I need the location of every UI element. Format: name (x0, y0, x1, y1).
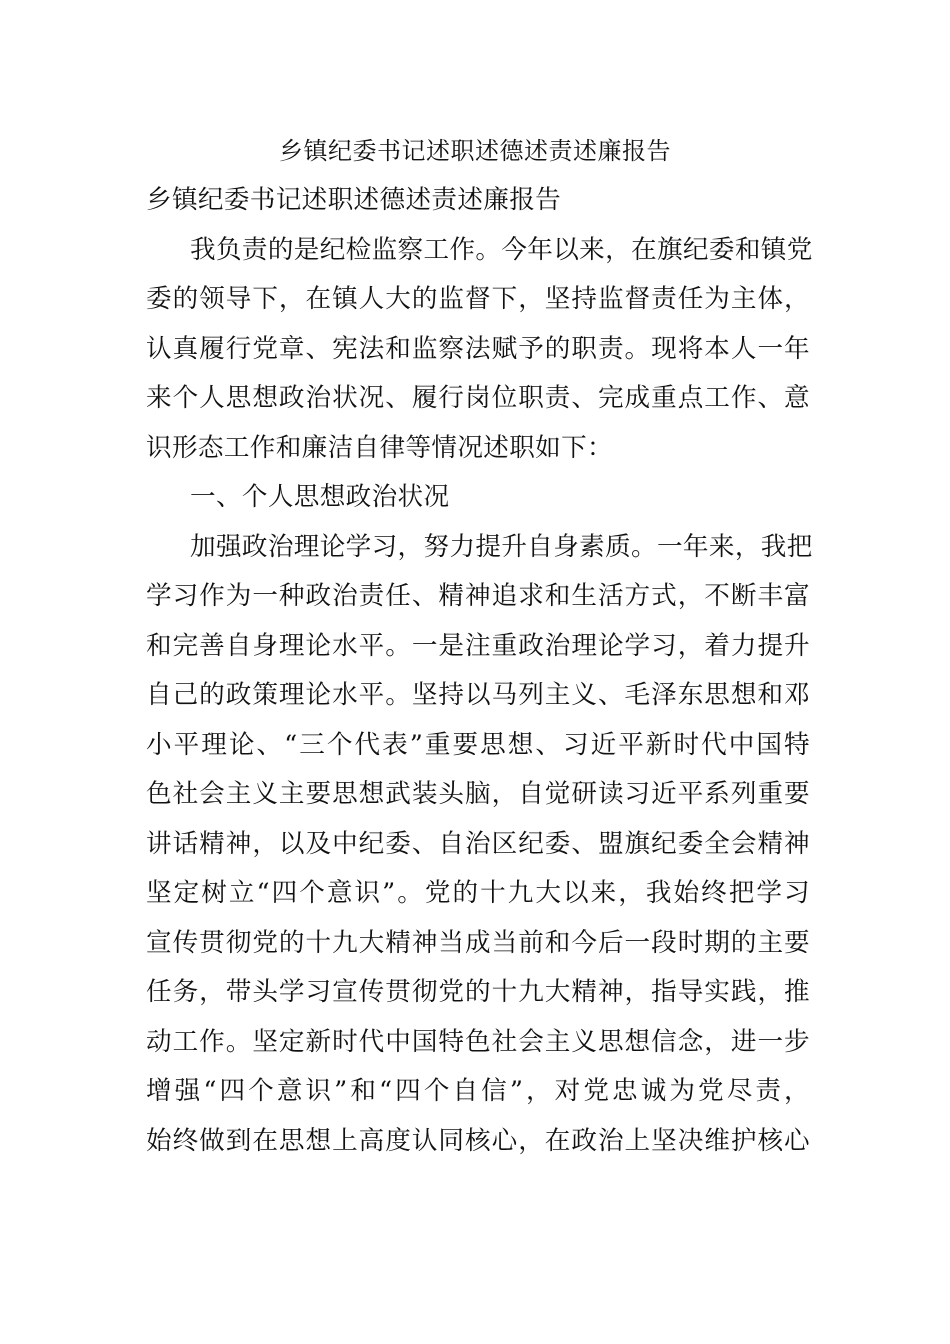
paragraph-line: 我负责的是纪检监察工作。今年以来，在旗纪委和镇党 (190, 234, 813, 265)
paragraph-line: 增强“四个意识”和“四个自信”，对党忠诚为党尽责， (146, 1076, 810, 1106)
paragraph-line: 自己的政策理论水平。坚持以马列主义、毛泽东思想和邓 (146, 680, 810, 710)
paragraph-line: 识形态工作和廉洁自律等情况述职如下： (146, 432, 613, 463)
subtitle-line: 乡镇纪委书记述职述德述责述廉报告 (146, 185, 562, 215)
paragraph-line: 加强政治理论学习，努力提升自身素质。一年来，我把 (190, 531, 813, 562)
paragraph-line: 委的领导下，在镇人大的监督下，坚持监督责任为主体， (146, 284, 810, 314)
document-title: 乡镇纪委书记述职述德述责述廉报告 (279, 137, 671, 165)
paragraph-line: 来个人思想政治状况、履行岗位职责、完成重点工作、意 (146, 383, 810, 413)
paragraph-line: 坚定树立“四个意识”。党的十九大以来，我始终把学习 (146, 878, 810, 908)
paragraph-line: 宣传贯彻党的十九大精神当成当前和今后一段时期的主要 (146, 927, 810, 958)
paragraph-line: 和完善自身理论水平。一是注重政治理论学习，着力提升 (146, 630, 810, 661)
paragraph-line: 任务，带头学习宣传贯彻党的十九大精神，指导实践，推 (146, 977, 810, 1007)
paragraph-line: 动工作。坚定新时代中国特色社会主义思想信念，进一步 (146, 1026, 810, 1057)
paragraph-line: 学习作为一种政治责任、精神追求和生活方式，不断丰富 (146, 581, 810, 611)
paragraph-line: 认真履行党章、宪法和监察法赋予的职责。现将本人一年 (146, 333, 810, 364)
paragraph-line: 始终做到在思想上高度认同核心，在政治上坚决维护核心 (146, 1125, 810, 1156)
document-body (146, 182, 813, 1172)
paragraph-line: 小平理论、“三个代表”重要思想、习近平新时代中国特 (146, 729, 810, 760)
paragraph-line: 讲话精神，以及中纪委、自治区纪委、盟旗纪委全会精神 (146, 828, 810, 859)
section-heading: 一、个人思想政治状况 (190, 482, 450, 512)
paragraph-line: 色社会主义主要思想武装头脑，自觉研读习近平系列重要 (146, 779, 810, 809)
